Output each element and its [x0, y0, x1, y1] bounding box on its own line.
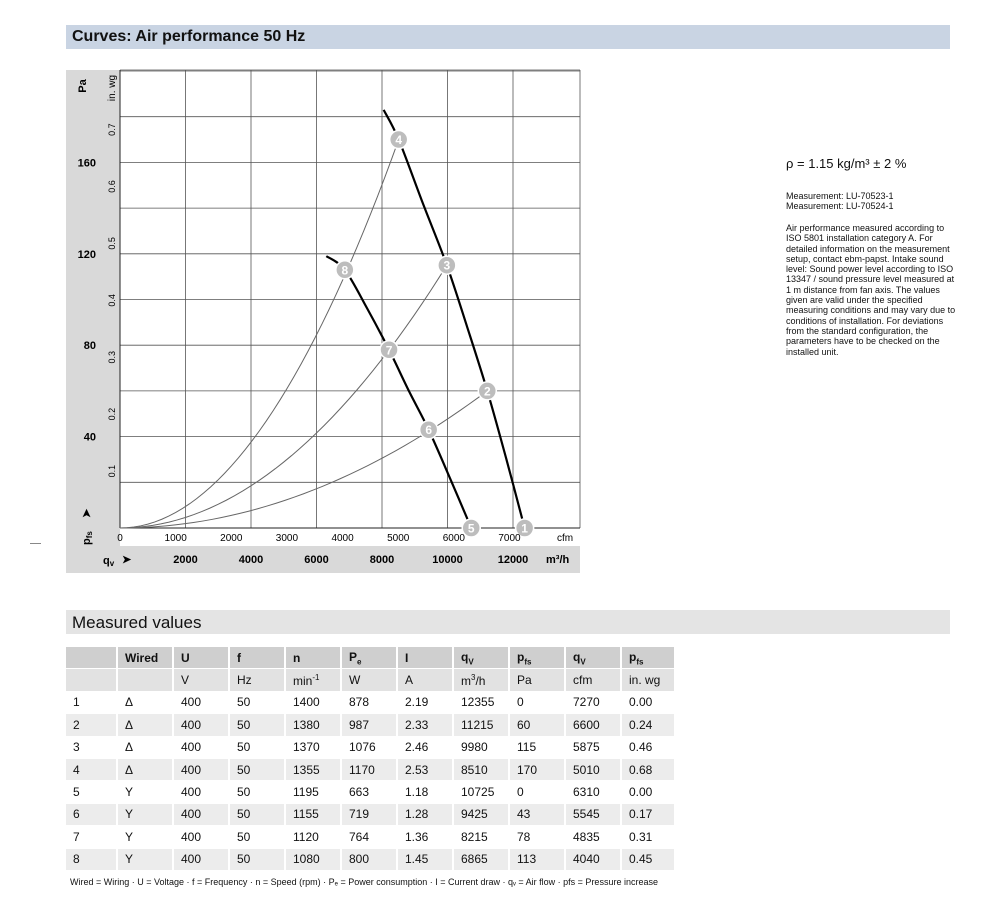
- y-tick-inwg: 0.5: [107, 237, 117, 250]
- column-header: f: [230, 647, 286, 669]
- column-header: $P_e$: [342, 647, 398, 669]
- y-symbol: pfs: [81, 531, 94, 545]
- unit-cell: A: [398, 669, 454, 691]
- table-units-row: [66, 669, 676, 691]
- point-label: 3: [443, 258, 451, 273]
- table-cell: 8510: [454, 759, 510, 781]
- table-row: [66, 692, 676, 714]
- table-cell: 1.36: [398, 826, 454, 848]
- table-cell: 4040: [566, 849, 622, 871]
- table-cell: 0.00: [622, 692, 676, 714]
- table-cell: 5010: [566, 759, 622, 781]
- table-cell: 50: [230, 849, 286, 871]
- table-cell: 9980: [454, 737, 510, 759]
- unit-cell: $m^3/h$: [454, 669, 510, 691]
- x-tick-cfm: 6000: [442, 533, 465, 544]
- table-cell: 50: [230, 781, 286, 803]
- measured-title: Measured values: [72, 613, 202, 632]
- point-label: 4: [395, 133, 403, 148]
- y-tick-inwg: 0.7: [107, 123, 117, 136]
- table-cell: 878: [342, 692, 398, 714]
- table-cell: 9425: [454, 804, 510, 826]
- table-cell: 0.31: [622, 826, 676, 848]
- unit-cell: in. wg: [622, 669, 676, 691]
- table-cell: 800: [342, 849, 398, 871]
- column-header: n: [286, 647, 342, 669]
- x-tick-cfm: 1000: [164, 533, 187, 544]
- unit-cell: Pa: [510, 669, 566, 691]
- x-tick-m3h: 6000: [304, 554, 329, 566]
- column-header: $p_{fs}$: [622, 647, 676, 669]
- table-cell: 987: [342, 714, 398, 736]
- x-tick-m3h: 4000: [238, 554, 264, 566]
- y-tick-inwg: 0.2: [107, 407, 117, 421]
- table-cell: 2.46: [398, 737, 454, 759]
- column-header: I: [398, 647, 454, 669]
- measurement-2: Measurement: LU-70524-1: [786, 201, 894, 211]
- table-cell: 0.45: [622, 849, 676, 871]
- table-cell: Δ: [118, 692, 174, 714]
- table-cell: 1170: [342, 759, 398, 781]
- x-tick-m3h: 12000: [497, 554, 529, 566]
- unit-cell: W: [342, 669, 398, 691]
- table-cell: 1076: [342, 737, 398, 759]
- unit-cell: Hz: [230, 669, 286, 691]
- column-header: U: [174, 647, 230, 669]
- x-tick-cfm: 0: [117, 533, 123, 544]
- y-arrow: ➤: [81, 508, 93, 518]
- y-tick-pa: 120: [77, 248, 96, 261]
- table-cell: 50: [230, 759, 286, 781]
- table-cell: 60: [510, 714, 566, 736]
- table-cell: Y: [118, 804, 174, 826]
- table-cell: 1380: [286, 714, 342, 736]
- table-cell: 0.24: [622, 714, 676, 736]
- table-cell: 719: [342, 804, 398, 826]
- y-tick-inwg: 0.1: [107, 464, 117, 478]
- y-axis-label-inwg: in. wg: [107, 74, 118, 102]
- operating-point-3: [438, 256, 456, 274]
- operating-point-6: [420, 421, 438, 439]
- table-cell: 1195: [286, 781, 342, 803]
- operating-point-4: [390, 131, 408, 149]
- point-label: 7: [385, 343, 393, 358]
- table-row: [66, 759, 676, 781]
- y-tick-inwg: 0.4: [107, 294, 117, 307]
- curves-title: Curves: Air performance 50 Hz: [72, 28, 306, 45]
- table-cell: 0.46: [622, 737, 676, 759]
- point-label: 2: [483, 384, 491, 399]
- x-tick-m3h: 2000: [173, 554, 198, 566]
- table-cell: 400: [174, 849, 230, 871]
- table-cell: Δ: [118, 737, 174, 759]
- unit-cell: [118, 669, 174, 691]
- table-cell: 2.53: [398, 759, 454, 781]
- x-tick-cfm: 7000: [498, 533, 521, 544]
- table-header-row: [66, 647, 676, 669]
- unit-cell: $\min^{-1}$: [286, 669, 342, 691]
- point-label: 6: [425, 423, 433, 438]
- operating-point-2: [478, 382, 496, 400]
- info-panel: [786, 156, 956, 357]
- x-tick-cfm: 2000: [220, 533, 243, 544]
- table-cell: 10725: [454, 781, 510, 803]
- x-tick-cfm: 3000: [275, 533, 299, 544]
- table-cell: 50: [230, 692, 286, 714]
- table-cell: 113: [510, 849, 566, 871]
- point-label: 5: [467, 521, 475, 536]
- column-header: $q_V$: [454, 647, 510, 669]
- table-cell: 11215: [454, 714, 510, 736]
- table-cell: 1: [66, 692, 118, 714]
- table-cell: 7270: [566, 692, 622, 714]
- table-cell: Y: [118, 781, 174, 803]
- table-row: [66, 714, 676, 736]
- unit-cell: [66, 669, 118, 691]
- x-axis-label-cfm: cfm: [557, 533, 574, 544]
- table-row: [66, 849, 676, 871]
- y-tick-pa: 160: [77, 157, 96, 170]
- unit-cell: cfm: [566, 669, 622, 691]
- table-row: [66, 781, 676, 803]
- x-symbol: qv: [103, 555, 115, 568]
- x-axis-label-m3h: m³/h: [546, 554, 570, 566]
- table-cell: 1.18: [398, 781, 454, 803]
- table-cell: 400: [174, 692, 230, 714]
- table-cell: 5875: [566, 737, 622, 759]
- column-header: $q_V$: [566, 647, 622, 669]
- table-cell: 115: [510, 737, 566, 759]
- table-cell: 400: [174, 714, 230, 736]
- table-cell: 0.00: [622, 781, 676, 803]
- table-cell: 5545: [566, 804, 622, 826]
- operating-point-8: [336, 261, 354, 279]
- table-cell: Y: [118, 826, 174, 848]
- table-cell: 0.68: [622, 759, 676, 781]
- table-cell: 0.17: [622, 804, 676, 826]
- table-cell: 0: [510, 692, 566, 714]
- table-cell: 4835: [566, 826, 622, 848]
- y-tick-inwg: 0.3: [107, 350, 117, 364]
- table-cell: 1355: [286, 759, 342, 781]
- column-header: Wired: [118, 647, 174, 669]
- measurement-description: Air performance measured according to ISO 5801 installation category A. For detailed information on the measurement setup, contact ebm-papst. Intake sound level: Sound power level according to ISO 13347 / sound pressure level measured at 1 m distance from fan axis. The values given are valid under the specified measuring conditions and may vary due to conditions of installation. For deviations from the standard configuration, the parameters have to be checked on the installed unit.: [786, 223, 956, 357]
- table-cell: 764: [342, 826, 398, 848]
- table-cell: 50: [230, 714, 286, 736]
- y-tick-inwg: 0.6: [107, 180, 117, 193]
- point-label: 1: [521, 521, 528, 536]
- column-header: [66, 647, 118, 669]
- table-cell: Δ: [118, 759, 174, 781]
- table-cell: 1400: [286, 692, 342, 714]
- operating-point-7: [380, 341, 398, 359]
- table-cell: 12355: [454, 692, 510, 714]
- table-cell: Δ: [118, 714, 174, 736]
- table-cell: 1080: [286, 849, 342, 871]
- y-tick-pa: 80: [83, 340, 96, 353]
- table-cell: 8: [66, 849, 118, 871]
- table-cell: Y: [118, 849, 174, 871]
- unit-cell: V: [174, 669, 230, 691]
- y-axis-label-pa: Pa: [77, 79, 89, 93]
- table-cell: 6600: [566, 714, 622, 736]
- table-cell: 400: [174, 737, 230, 759]
- y-axis-strip: [66, 70, 120, 573]
- table-cell: 1370: [286, 737, 342, 759]
- table-cell: 6865: [454, 849, 510, 871]
- column-header: $p_{fs}$: [510, 647, 566, 669]
- measured-section-bar: [66, 610, 950, 634]
- table-cell: 50: [230, 804, 286, 826]
- table-row: [66, 826, 676, 848]
- table-cell: 3: [66, 737, 118, 759]
- table-cell: 78: [510, 826, 566, 848]
- x-tick-m3h: 10000: [432, 554, 463, 566]
- table-cell: 50: [230, 826, 286, 848]
- x-tick-cfm: 5000: [387, 533, 410, 544]
- table-cell: 1120: [286, 826, 342, 848]
- table-cell: 400: [174, 759, 230, 781]
- x-arrow: ➤: [122, 554, 132, 566]
- table-cell: 2: [66, 714, 118, 736]
- table-row: [66, 737, 676, 759]
- y-tick-pa: 40: [83, 431, 96, 444]
- table-cell: 400: [174, 781, 230, 803]
- x-tick-cfm: 4000: [331, 533, 354, 544]
- table-cell: 400: [174, 826, 230, 848]
- table-cell: 4: [66, 759, 118, 781]
- table-cell: 400: [174, 804, 230, 826]
- table-cell: 2.19: [398, 692, 454, 714]
- table-cell: 6310: [566, 781, 622, 803]
- table-cell: 663: [342, 781, 398, 803]
- table-cell: 2.33: [398, 714, 454, 736]
- air-density: ρ = 1.15 kg/m³ ± 2 %: [786, 156, 907, 171]
- table-cell: 7: [66, 826, 118, 848]
- measured-values-table: [66, 647, 676, 871]
- table-footnote: Wired = Wiring · U = Voltage · f = Frequency · n = Speed (rpm) · Pₑ = Power consumption · I = Current draw · qᵥ = Air flow · pfs = Pressure increase: [70, 877, 658, 887]
- table-cell: 1155: [286, 804, 342, 826]
- table-cell: 50: [230, 737, 286, 759]
- table-cell: 1.28: [398, 804, 454, 826]
- table-cell: 170: [510, 759, 566, 781]
- table-cell: 0: [510, 781, 566, 803]
- table-cell: 5: [66, 781, 118, 803]
- table-cell: 1.45: [398, 849, 454, 871]
- table-cell: 43: [510, 804, 566, 826]
- point-label: 8: [341, 263, 349, 278]
- x-tick-m3h: 8000: [369, 554, 395, 566]
- measurement-1: Measurement: LU-70523-1: [786, 191, 894, 201]
- table-cell: 6: [66, 804, 118, 826]
- table-cell: 8215: [454, 826, 510, 848]
- table-row: [66, 804, 676, 826]
